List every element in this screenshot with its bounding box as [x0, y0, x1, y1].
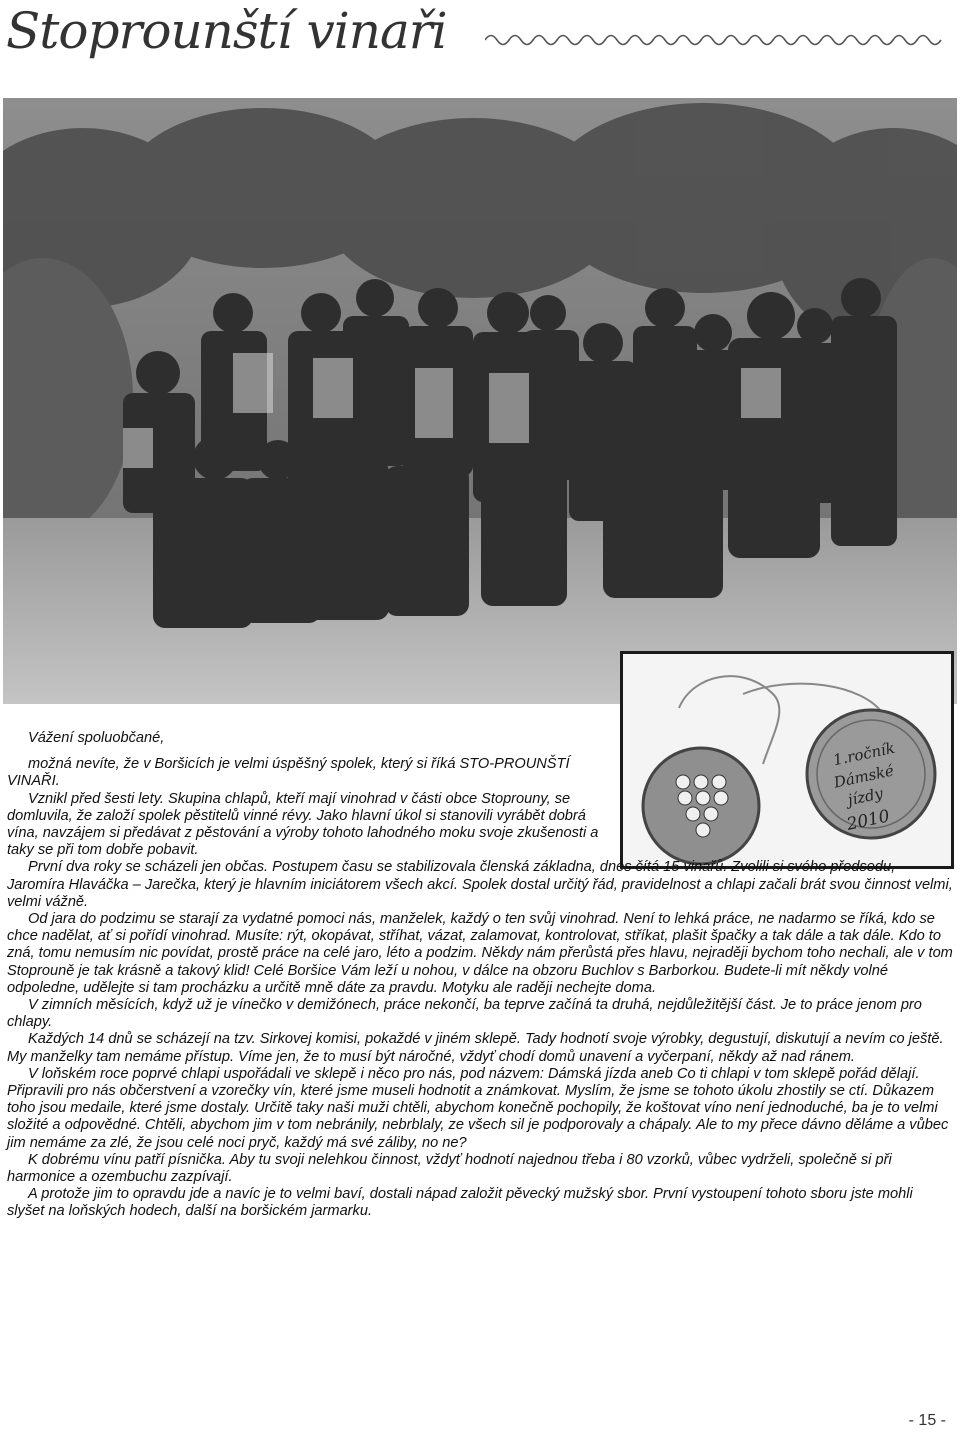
article-paragraph: A protože jim to opravdu jde a navíc je to velmi baví, dostali nápad založit pěvecký mužský sbor. První vystoupení tohoto sboru jste mohli slyšet na loňských hodech, další na boršickém jarmarku. [7, 1186, 913, 1220]
svg-text:jízdy: jízdy [846, 784, 885, 810]
article-body [7, 730, 953, 1221]
svg-text:1.ročník: 1.ročník [831, 738, 897, 770]
page-number: - 15 - [908, 1412, 946, 1429]
group-photo [3, 98, 957, 704]
group-photo-vineyard-image [3, 98, 957, 704]
article-paragraph: Od jara do podzimu se starají za vydatné pomoci nás, manželek, každý o ten svůj vinohrad. Není to lehká práce, ne nadarmo se říká, kdo se chce nadělat, ať si pořídí vinohrad. Musíte: rýt, okopávat, stříhat, vázat, zalamovat, kontrolovat, stříkat, plašit špačky a tak dále a tak dále. Kdo to zná, tomu nemusím nic povídat, prostě práce na celé jaro, léto a podzim. Někdy nám přerůstá přes hlavu, nejraději bychom toho nechali, ale v tom Stoprouně je tak krásně a takový klid! Celé Boršice Vám leží u nohou, v dálce na obzoru Buchlov s Barborkou. Budete-li mít někdy volné odpoledne, udělejte si tam procházku a určitě mně dáte za pravdu. Motyku ale raději nechejte doma. [7, 911, 953, 996]
article-paragraph: V loňském roce poprvé chlapi uspořádali ve sklepě i něco pro nás, pod názvem: Dámská jízda aneb Co ti chlapi v tom sklepě pořád dělají. Připravili pro nás občerstvení a vzorečky vín, které jsme museli hodnotit a známkovat. Myslím, že jsme se tohoto úkolu zhostily se ctí. Důkazem toho jsou medaile, které jsme dostaly. Určitě taky naši muži chtěli, abychom konečně pochopily, že koštovat víno není jednoduché, ba je to velmi složité a odpovědné. Chtěli, abychom jim v tom nebránily, nebrblaly, ze všech sil je podporovaly a chápaly. Ale to my přece dávno děláme a vůbec jim nemáme za zlé, že jsou celé noci pryč, každý má své záliby, no ne? [7, 1065, 949, 1151]
article-greeting: Vážení spoluobčané, [28, 730, 165, 746]
page-title: Stoprounští vinaři [6, 2, 447, 60]
article-paragraph: možná nevíte, že v Boršicích je velmi úspěšný spolek, který si říká STO-PROUNŠTÍ VINAŘI. [7, 756, 570, 790]
article-paragraph: K dobrému vínu patří písnička. Aby tu svoji nelehkou činnost, vždyť hodnotí najednou třeba i 80 vzorků, vůbec vydrželi, společně si při harmonice a ozembuchu zazpívají. [7, 1151, 892, 1186]
svg-text:2010: 2010 [845, 806, 892, 835]
article-paragraph: V zimních měsících, když už je vínečko v demižónech, práce nekončí, ba teprve začíná ta druhá, nejdůležitější část. Je to práce jenom pro chlapy. [7, 997, 922, 1031]
article-paragraph: První dva roky se scházeli jen občas. Postupem času se stabilizovala členská základna, dnes čítá 15 vinařů. Zvolili si svého předsedu, Jaromíra Hlaváčka – Jarečka, který je hlavním iniciátorem všech akcí. Spolek dostal určitý řád, pravidelnost a chlapi začali brát svou činnost velmi, velmi vážně. [7, 859, 953, 910]
svg-text:Dámské: Dámské [832, 761, 896, 792]
article-paragraph: Vznikl před šesti lety. Skupina chlapů, kteří mají vinohrad v části obce Stoprouny, se domluvila, že založí spolek pěstitelů vinné révy. Jako hlavní úkol si stanovili vyrábět dobrá vína, navzájem si předávat z pěstování a výroby tohoto lahodného moku svoje zkušenosti a taky se při tom dobře pobavit. [7, 790, 599, 859]
title-swash-decoration [485, 28, 955, 52]
article-paragraph: Každých 14 dnů se scházejí na tzv. Sirkovej komisi, pokaždé v jiném sklepě. Tady hodnotí svoje výrobky, degustují, diskutují a nevím co ještě. My manželky tam nemáme přístup. Víme jen, že to musí být náročné, vždyť chodí domů unavení a vyčerpaní, někdy až nad ránem. [7, 1031, 944, 1065]
